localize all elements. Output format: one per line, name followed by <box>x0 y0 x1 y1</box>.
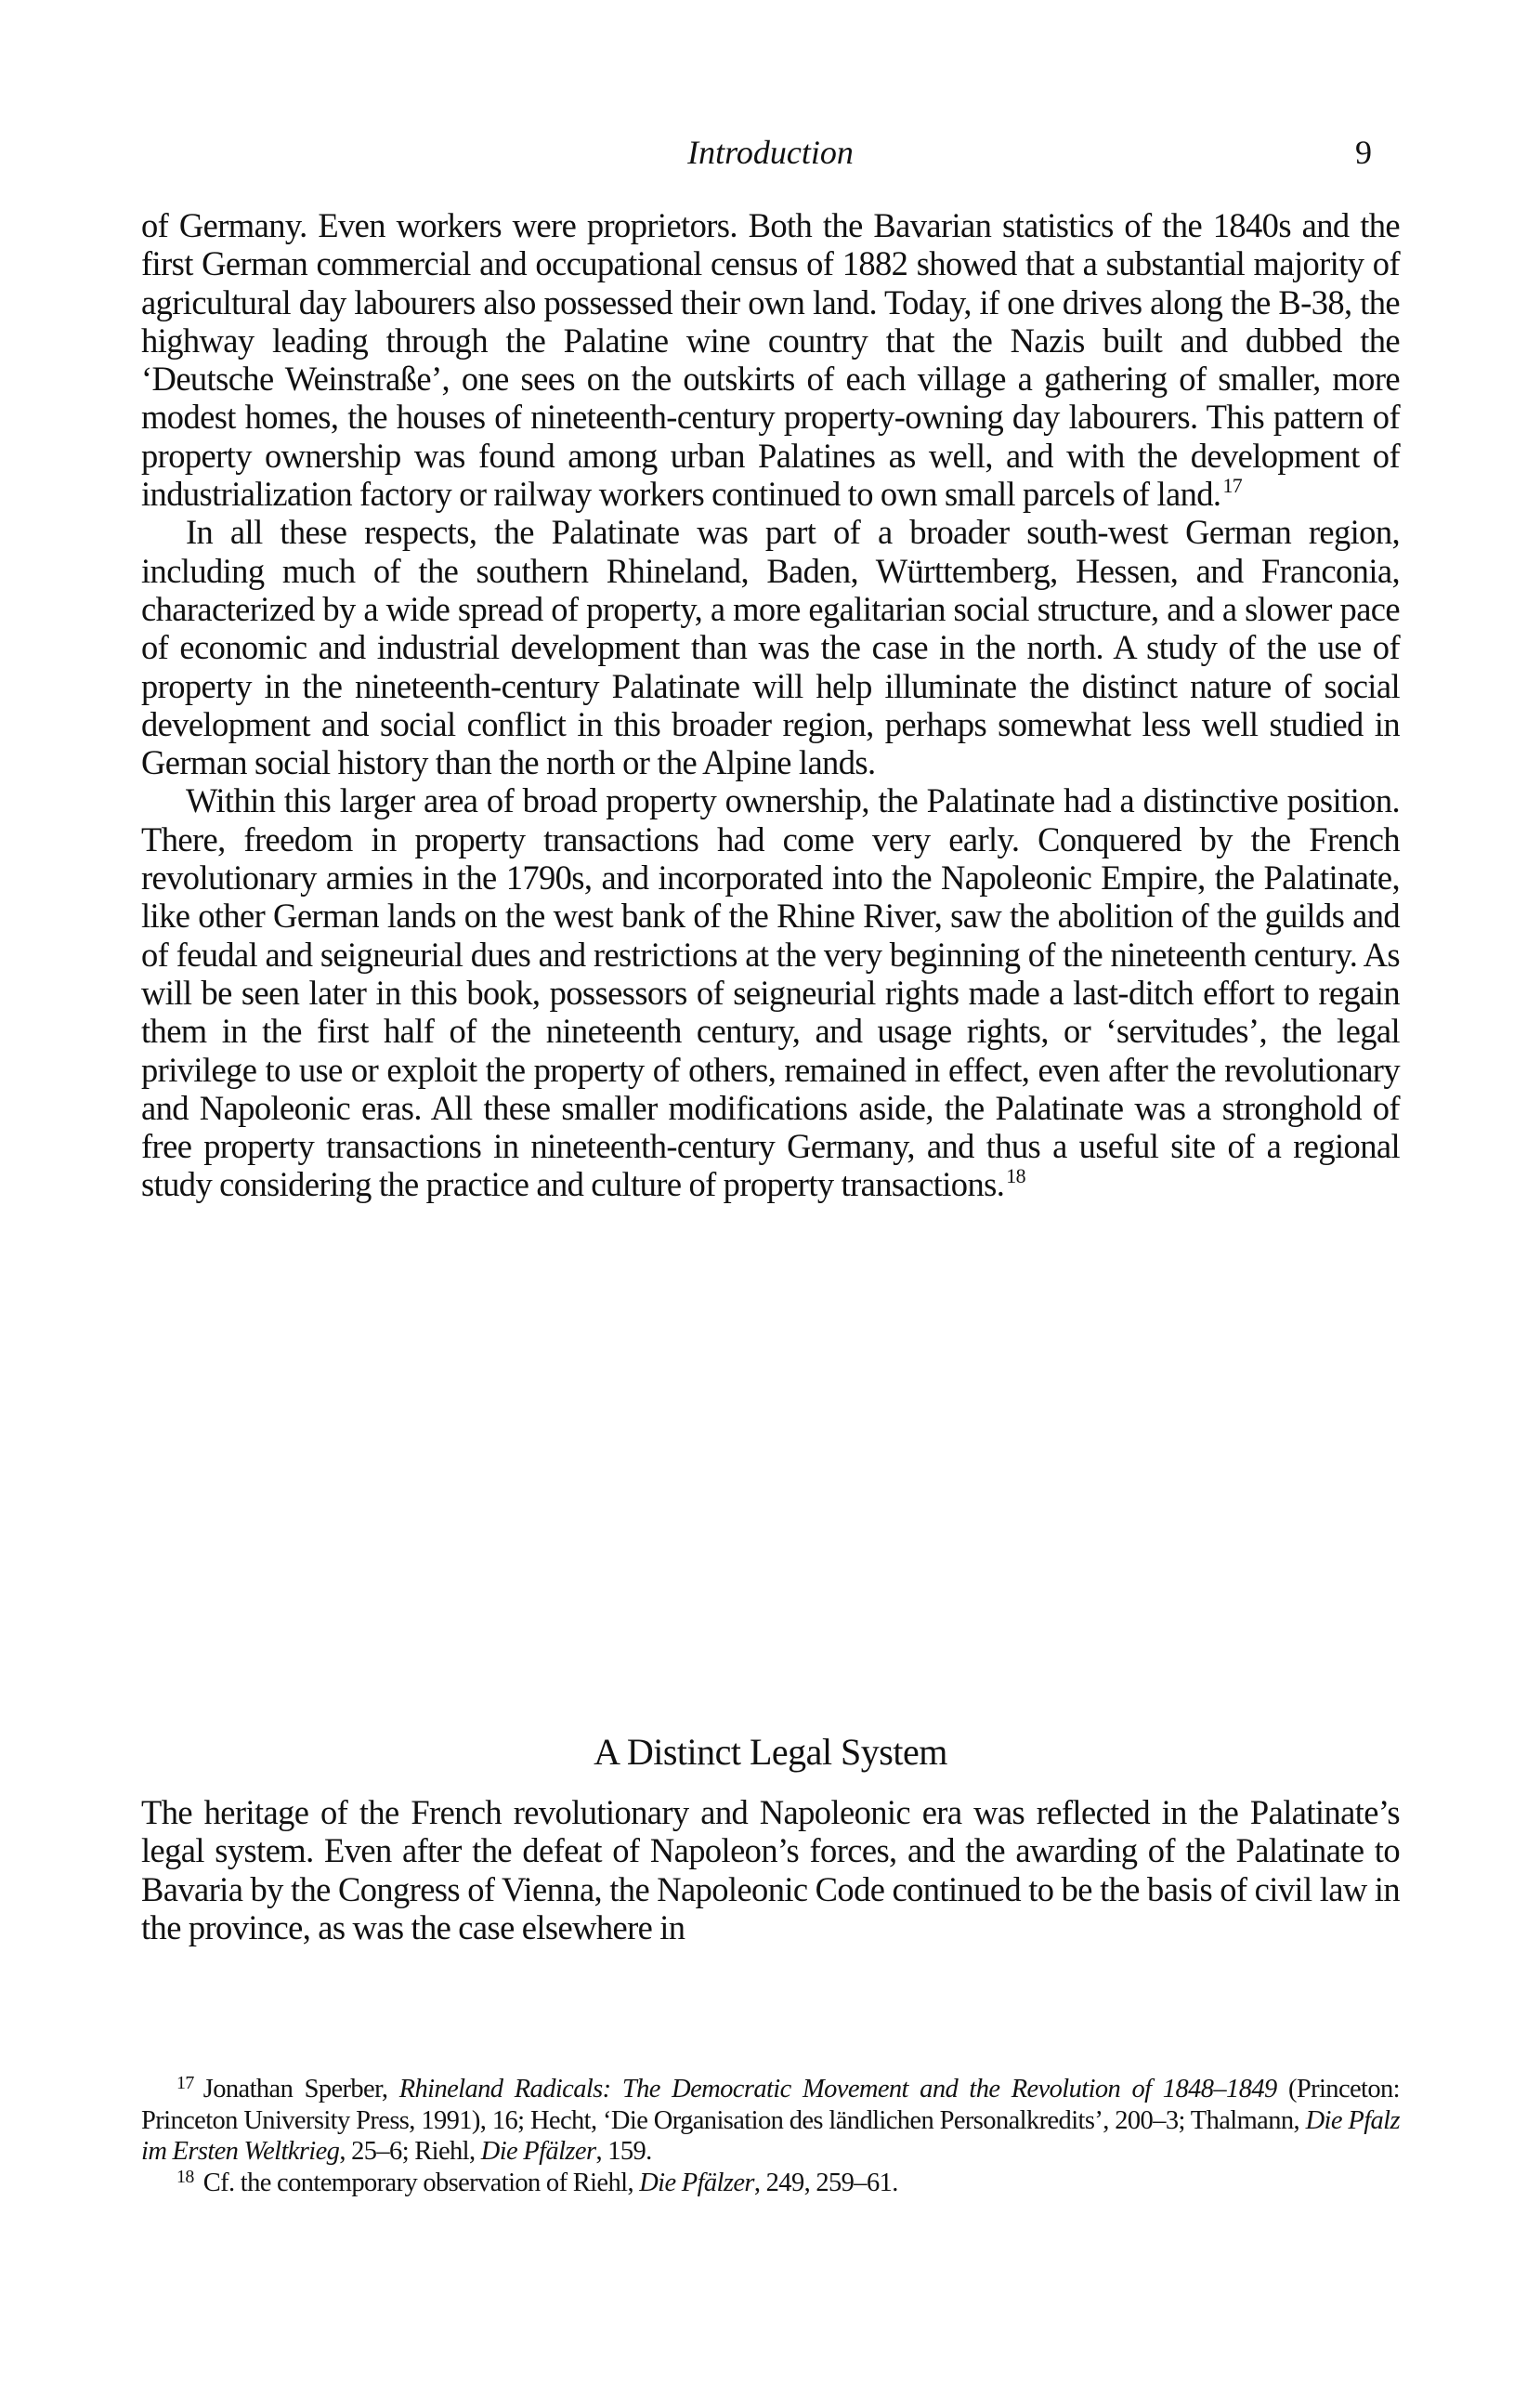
footnote-reference[interactable]: 18 <box>1006 1164 1025 1188</box>
footnote-title: Die Pfälzer <box>480 2137 596 2166</box>
paragraph-text: The heritage of the French revolutionary and Napoleonic era was reflected in the Palatinate’s legal system. Even after the defeat of Napoleon’s forces, and the awarding of the Palatinate to Bavaria by the Congress of Vienna, the Napoleonic Code continued to be the basis of civil law in the province, as was the case elsewhere in <box>141 1793 1400 1946</box>
footnote <box>141 2168 1400 2199</box>
footnote-text: Cf. the contemporary observation of Riehl, <box>202 2168 640 2197</box>
footnote-title: Rhineland Radicals: The Democratic Movement and the Revolution of 1848–1849 <box>398 2075 1277 2103</box>
paragraph <box>141 206 1400 513</box>
footnote-reference[interactable]: 17 <box>1222 473 1243 497</box>
footnote-text: , 159. <box>595 2137 652 2166</box>
section-body <box>141 1793 1400 1946</box>
footnote-text: , 249, 259–61. <box>753 2168 898 2197</box>
running-header-title: Introduction <box>687 134 854 171</box>
section-heading: A Distinct Legal System <box>594 1731 947 1773</box>
footnote-text: (Princeton: Princeton University Press, 1991), 16; Hecht, ‘Die Organisation des ländlichen Personalkredits’, 200–3; Thalmann, <box>141 2075 1400 2135</box>
footnote-number: 17 <box>176 2073 194 2094</box>
paragraph <box>141 781 1400 1203</box>
footnotes <box>141 2074 1400 2198</box>
paragraph-text: In all these respects, the Palatinate was part of a broader south-west German region, including much of the southern Rhineland, Baden, Württemberg, Hessen, and Franconia, characterized by a wide spread of property, a more egalitarian social structure, and a slower pace of economic and industrial development than was the case in the north. A study of the use of property in the nineteenth-century Palatinate will help illuminate the distinct nature of social development and social conflict in this broader region, perhaps somewhat less well studied in German social history than the north or the Alpine lands. <box>141 513 1400 782</box>
page-number: 9 <box>1355 134 1372 171</box>
footnote-text: Jonathan Sperber, <box>202 2075 399 2103</box>
body-text <box>141 206 1400 1204</box>
footnote-number: 18 <box>176 2166 194 2187</box>
paragraph <box>141 513 1400 781</box>
footnote-text: , 25–6; Riehl, <box>339 2137 481 2166</box>
footnote-title: Die Pfälzer <box>639 2168 754 2197</box>
footnote-title: Die Pfalz im Ersten Weltkrieg <box>141 2105 1400 2166</box>
paragraph-text: Within this larger area of broad property ownership, the Palatinate had a distinctive position. There, freedom in property transactions had come very early. Conquered by the French revolutionary armies in the 1790s, and incorporated into the Napoleonic Empire, the Palatinate, like other German lands on the west bank of the Rhine River, saw the abolition of the guilds and of feudal and seigneurial dues and restrictions at the very beginning of the nineteenth century. As will be seen later in this book, possessors of seigneurial rights made a last-ditch effort to regain them in the first half of the nineteenth century, and usage rights, or ‘servitudes’, the legal privilege to use or exploit the property of others, remained in effect, even after the revolutionary and Napoleonic eras. All these smaller modifications aside, the Palatinate was a stronghold of free property transactions in nineteenth-century Germany, and thus a useful site of a regional study considering the practice and culture of property transactions. <box>141 781 1400 1204</box>
paragraph-text: of Germany. Even workers were proprietors. Both the Bavarian statistics of the 1840s and the first German commercial and occupational census of 1882 showed that a substantial majority of agricultural day labourers also possessed their own land. Today, if one drives along the B-38, the highway leading through the Palatine wine country that the Nazis built and dubbed the ‘Deutsche Weinstraße’, one sees on the outskirts of each village a gathering of smaller, more modest homes, the houses of nineteenth-century property-owning day labourers. This pattern of property ownership was found among urban Palatines as well, and with the development of industrialization factory or railway workers continued to own small parcels of land. <box>141 206 1400 514</box>
footnote <box>141 2074 1400 2168</box>
paragraph <box>141 1793 1400 1946</box>
running-header <box>141 132 1400 173</box>
